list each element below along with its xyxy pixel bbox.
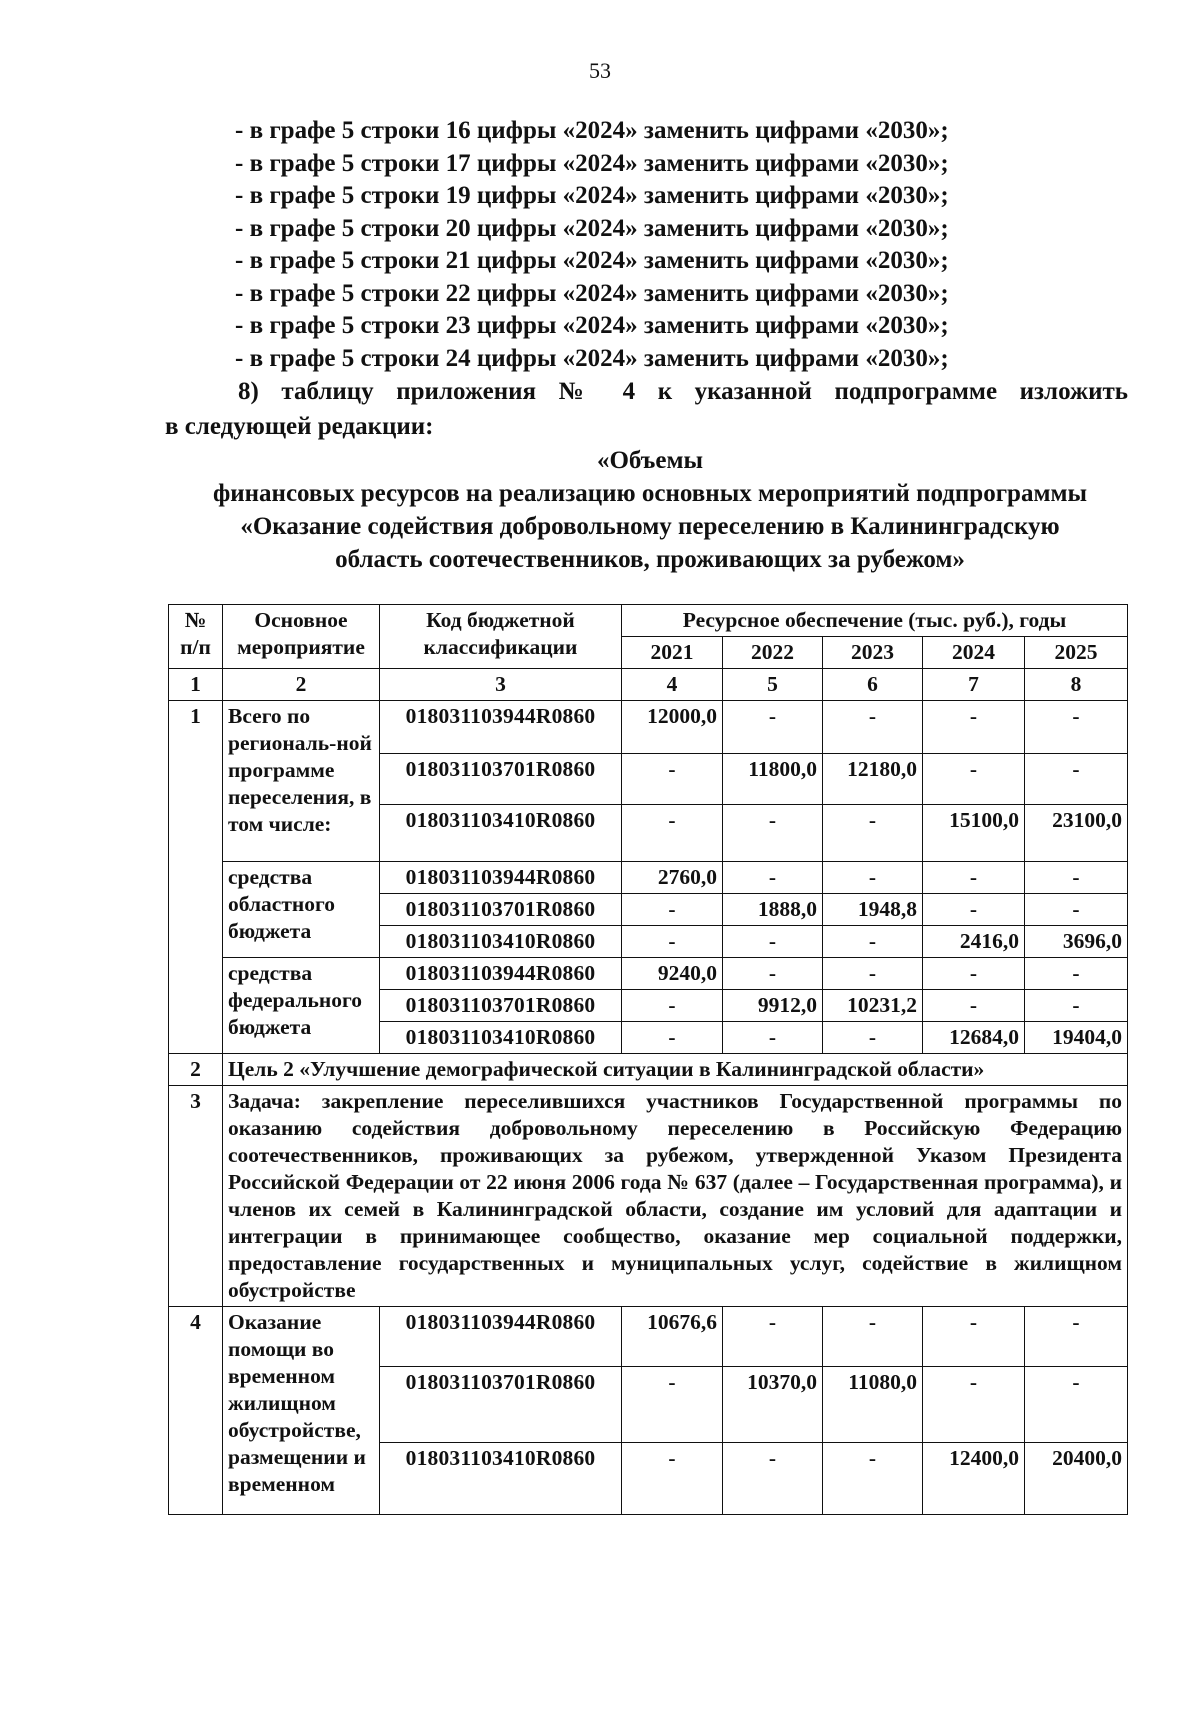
value-cell: -	[723, 1307, 823, 1367]
value-cell: -	[823, 926, 923, 958]
title-line: «Оказание содействия добровольному переселению в Калининградскую	[240, 513, 1060, 540]
value-cell: 1888,0	[723, 894, 823, 926]
instruction-line: - в графе 5 строки 19 цифры «2024» заменить цифрами «2030»;	[235, 182, 949, 209]
value-cell: -	[723, 1022, 823, 1054]
value-cell: -	[823, 701, 923, 754]
header-resources: Ресурсное обеспечение (тыс. руб.), годы	[622, 605, 1128, 637]
col-number: 2	[223, 669, 380, 701]
page-number: 53	[589, 58, 611, 83]
row-num: 2	[169, 1054, 223, 1086]
value-cell: -	[823, 805, 923, 862]
row-num: 3	[169, 1086, 223, 1307]
instruction-line: - в графе 5 строки 21 цифры «2024» заменить цифрами «2030»;	[235, 247, 949, 274]
value-cell: -	[923, 990, 1025, 1022]
header-year: 2022	[723, 637, 823, 669]
title-line: финансовых ресурсов на реализацию основных мероприятий подпрограммы	[212, 480, 1088, 507]
row-label: средства федерального бюджета	[223, 958, 380, 1054]
value-cell: 2416,0	[923, 926, 1025, 958]
value-cell: 23100,0	[1025, 805, 1128, 862]
value-cell: -	[723, 862, 823, 894]
value-cell: 11080,0	[823, 1367, 923, 1443]
instruction-line: - в графе 5 строки 16 цифры «2024» заменить цифрами «2030»;	[235, 117, 949, 144]
paragraph-8-line2: в следующей редакции:	[165, 413, 434, 440]
value-cell: 12400,0	[923, 1443, 1025, 1515]
column-numbers-row	[169, 669, 1128, 701]
value-cell: 3696,0	[1025, 926, 1128, 958]
table-row	[169, 1086, 1128, 1307]
header-year: 2024	[923, 637, 1025, 669]
col-number: 6	[823, 669, 923, 701]
value-cell: -	[1025, 894, 1128, 926]
value-cell: -	[1025, 990, 1128, 1022]
budget-code: 018031103410R0860	[380, 805, 622, 862]
value-cell: 19404,0	[1025, 1022, 1128, 1054]
col-number: 4	[622, 669, 723, 701]
value-cell: -	[923, 958, 1025, 990]
budget-code: 018031103944R0860	[380, 862, 622, 894]
value-cell: -	[622, 1022, 723, 1054]
col-number: 5	[723, 669, 823, 701]
value-cell: -	[622, 805, 723, 862]
value-cell: -	[723, 926, 823, 958]
goal-text: Цель 2 «Улучшение демографической ситуации в Калининградской области»	[223, 1054, 1128, 1086]
task-text: Задача: закрепление переселившихся участников Государственной программы по оказанию содействия добровольному переселению в Российскую Федерацию соотечественников, проживающих за рубежом, утвержденной Указом Президента Российской Федерации от 22 июня 2006 года № 637 (далее – Государственная программа), и членов их семей в Калининградской области, создание им условий для адаптации и интеграции в принимающее сообщество, оказание мер социальной поддержки, предоставление государственных и муниципальных услуг, содействие в жилищном обустройстве	[223, 1086, 1128, 1307]
replacement-instructions	[235, 115, 949, 375]
value-cell: -	[622, 754, 723, 805]
header-code: Код бюджетной классификации	[380, 605, 622, 669]
budget-code: 018031103701R0860	[380, 1367, 622, 1443]
budget-code: 018031103944R0860	[380, 701, 622, 754]
value-cell: -	[723, 1443, 823, 1515]
value-cell: -	[823, 1022, 923, 1054]
table-row	[169, 1307, 1128, 1367]
value-cell: -	[622, 1367, 723, 1443]
value-cell: -	[1025, 754, 1128, 805]
value-cell: 12000,0	[622, 701, 723, 754]
budget-code: 018031103701R0860	[380, 990, 622, 1022]
value-cell: 11800,0	[723, 754, 823, 805]
value-cell: -	[622, 1443, 723, 1515]
budget-code: 018031103944R0860	[380, 958, 622, 990]
value-cell: 10676,6	[622, 1307, 723, 1367]
value-cell: -	[723, 701, 823, 754]
instruction-line: - в графе 5 строки 24 цифры «2024» заменить цифрами «2030»;	[235, 344, 949, 372]
value-cell: -	[923, 1367, 1025, 1443]
budget-code: 018031103944R0860	[380, 1307, 622, 1367]
table-title	[130, 444, 1170, 576]
value-cell: -	[622, 894, 723, 926]
row-label: Оказание помощи во временном жилищном обустройстве, размещении и временном	[223, 1307, 380, 1515]
instruction-line: - в графе 5 строки 17 цифры «2024» заменить цифрами «2030»;	[235, 149, 949, 177]
value-cell: -	[622, 926, 723, 958]
col-number: 7	[923, 669, 1025, 701]
col-number: 1	[169, 669, 223, 701]
value-cell: 2760,0	[622, 862, 723, 894]
budget-table	[168, 604, 1128, 1515]
header-year: 2025	[1025, 637, 1128, 669]
row-num: 1	[169, 701, 223, 1054]
value-cell: -	[622, 990, 723, 1022]
value-cell: -	[923, 754, 1025, 805]
value-cell: -	[1025, 1307, 1128, 1367]
budget-code: 018031103410R0860	[380, 926, 622, 958]
value-cell: -	[923, 894, 1025, 926]
value-cell: 10231,2	[823, 990, 923, 1022]
table-row	[169, 862, 1128, 894]
title-line: область соотечественников, проживающих за рубежом»	[335, 546, 965, 573]
budget-code: 018031103410R0860	[380, 1443, 622, 1515]
value-cell: -	[723, 958, 823, 990]
header-row	[169, 605, 1128, 637]
value-cell: -	[923, 862, 1025, 894]
instruction-line: - в графе 5 строки 20 цифры «2024» заменить цифрами «2030»;	[235, 214, 949, 242]
title-line: «Объемы	[596, 447, 704, 474]
value-cell: -	[723, 805, 823, 862]
value-cell: -	[823, 1443, 923, 1515]
budget-code: 018031103701R0860	[380, 894, 622, 926]
header-num: № п/п	[169, 605, 223, 669]
budget-code: 018031103701R0860	[380, 754, 622, 805]
value-cell: -	[823, 958, 923, 990]
row-label: Всего по региональ-ной программе переселения, в том числе:	[223, 701, 380, 862]
value-cell: 15100,0	[923, 805, 1025, 862]
value-cell: 9240,0	[622, 958, 723, 990]
value-cell: -	[923, 701, 1025, 754]
header-activity: Основное мероприятие	[223, 605, 380, 669]
value-cell: -	[1025, 1367, 1128, 1443]
budget-code: 018031103410R0860	[380, 1022, 622, 1054]
value-cell: 20400,0	[1025, 1443, 1128, 1515]
instruction-line: - в графе 5 строки 22 цифры «2024» заменить цифрами «2030»;	[235, 279, 949, 307]
value-cell: -	[823, 1307, 923, 1367]
value-cell: 9912,0	[723, 990, 823, 1022]
header-year: 2021	[622, 637, 723, 669]
row-num: 4	[169, 1307, 223, 1515]
value-cell: -	[823, 862, 923, 894]
col-number: 3	[380, 669, 622, 701]
value-cell: 10370,0	[723, 1367, 823, 1443]
value-cell: 1948,8	[823, 894, 923, 926]
value-cell: -	[923, 1307, 1025, 1367]
header-year: 2023	[823, 637, 923, 669]
value-cell: -	[1025, 701, 1128, 754]
value-cell: 12684,0	[923, 1022, 1025, 1054]
col-number: 8	[1025, 669, 1128, 701]
paragraph-8-line1: 8) таблицу приложения № 4 к указанной подпрограмме изложить	[238, 378, 1128, 405]
table-row	[169, 958, 1128, 990]
table-row	[169, 1054, 1128, 1086]
table-row	[169, 701, 1128, 754]
value-cell: -	[1025, 958, 1128, 990]
value-cell: 12180,0	[823, 754, 923, 805]
row-label: средства областного бюджета	[223, 862, 380, 958]
instruction-line: - в графе 5 строки 23 цифры «2024» заменить цифрами «2030»;	[235, 312, 949, 339]
value-cell: -	[1025, 862, 1128, 894]
